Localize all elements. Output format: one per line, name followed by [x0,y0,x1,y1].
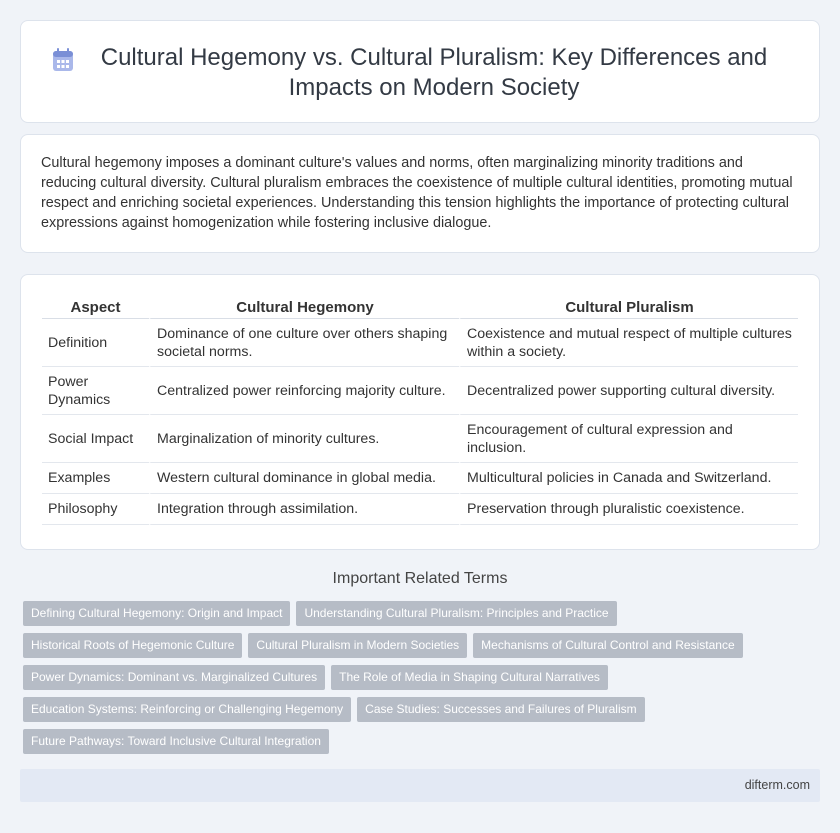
related-term-link[interactable]: The Role of Media in Shaping Cultural Narratives [331,665,608,690]
table-cell: Dominance of one culture over others shaping societal norms. [149,319,459,367]
related-term-link[interactable]: Mechanisms of Cultural Control and Resistance [473,633,742,658]
title-card [20,20,820,123]
table-cell: Western cultural dominance in global media. [149,463,459,494]
table-cell: Social Impact [42,415,149,463]
table-cell: Marginalization of minority cultures. [149,415,459,463]
comparison-card [20,274,820,550]
header-pluralism: Cultural Pluralism [459,295,798,319]
table-cell: Centralized power reinforcing majority culture. [149,367,459,415]
page-title: Cultural Hegemony vs. Cultural Pluralism: Key Differences and Impacts on Modern Society [100,44,768,101]
footer-bar [20,769,820,802]
intro-paragraph: Cultural hegemony imposes a dominant culture's values and norms, often marginalizing minority traditions and reducing cultural diversity. Cultural pluralism embraces the coexistence of multiple cultural identities, promoting mutual respect and enriching societal experiences. Understanding this tension highlights the importance of protecting cultural expressions against homogenization while fostering inclusive dialogue. [41,155,793,231]
related-term-link[interactable]: Historical Roots of Hegemonic Culture [23,633,242,658]
related-terms-list [23,601,803,761]
header-hegemony: Cultural Hegemony [149,295,459,319]
table-cell: Coexistence and mutual respect of multiple cultures within a society. [459,319,798,367]
comparison-table [42,295,798,525]
table-header-row [42,295,798,319]
table-cell: Definition [42,319,149,367]
table-cell: Integration through assimilation. [149,494,459,525]
table-row [42,463,798,494]
table-cell: Encouragement of cultural expression and inclusion. [459,415,798,463]
related-term-link[interactable]: Cultural Pluralism in Modern Societies [248,633,467,658]
related-term-link[interactable]: Understanding Cultural Pluralism: Principles and Practice [296,601,616,626]
intro-card [20,134,820,253]
table-row [42,494,798,525]
table-cell: Philosophy [42,494,149,525]
related-term-link[interactable]: Case Studies: Successes and Failures of Pluralism [357,697,644,722]
table-cell: Decentralized power supporting cultural diversity. [459,367,798,415]
related-term-link[interactable]: Power Dynamics: Dominant vs. Marginalized Cultures [23,665,325,690]
related-term-link[interactable]: Defining Cultural Hegemony: Origin and Impact [23,601,290,626]
related-term-link[interactable]: Education Systems: Reinforcing or Challenging Hegemony [23,697,351,722]
related-term-link[interactable]: Future Pathways: Toward Inclusive Cultural Integration [23,729,329,754]
table-cell: Preservation through pluralistic coexistence. [459,494,798,525]
related-terms-heading: Important Related Terms [332,570,508,587]
table-row [42,319,798,367]
table-row [42,415,798,463]
table-cell: Power Dynamics [42,367,149,415]
table-row [42,367,798,415]
table-cell: Multicultural policies in Canada and Switzerland. [459,463,798,494]
header-aspect: Aspect [42,295,149,319]
table-cell: Examples [42,463,149,494]
footer-site-link[interactable]: difterm.com [744,778,810,792]
